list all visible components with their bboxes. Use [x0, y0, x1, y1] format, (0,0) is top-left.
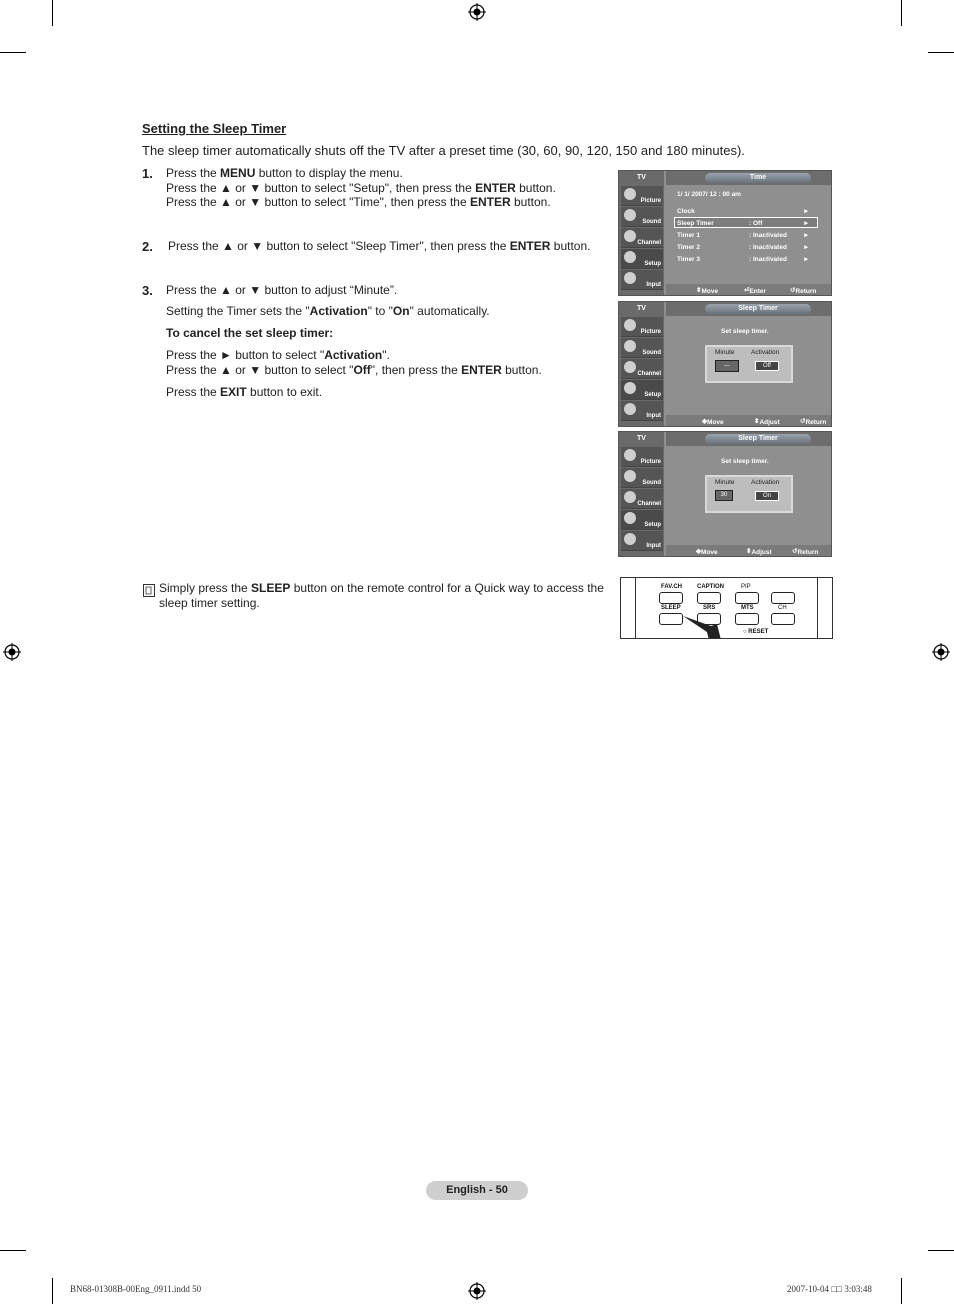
page-number-badge: English - 50	[426, 1181, 528, 1200]
row-value: : Inactivated	[749, 256, 787, 263]
minute-label: Minute	[715, 479, 735, 486]
step-number: 1.	[142, 166, 153, 181]
tv-label: TV	[637, 305, 646, 312]
reset-label: ○ RESET	[743, 629, 769, 635]
registration-mark-icon	[3, 643, 21, 661]
tv-screen-sleep-timer-off	[618, 301, 832, 427]
crop-mark	[928, 52, 954, 53]
return-hint: ↺ Return	[792, 548, 819, 556]
sidebar-item-input: Input	[621, 401, 663, 421]
step1-line2: Press the ▲ or ▼ button to select "Setup", then press the ENTER button.	[166, 181, 556, 195]
crop-mark	[901, 1278, 902, 1304]
picture-icon	[624, 319, 636, 331]
screen-footer	[666, 284, 831, 295]
cancel-heading: To cancel the set sleep timer:	[166, 326, 334, 340]
sidebar-item-sound: Sound	[621, 207, 663, 227]
row-value: : Inactivated	[749, 244, 787, 251]
note-line1: Simply press the SLEEP button on the remote control for a Quick way to access the	[159, 581, 604, 595]
step3-line5: Press the EXIT button to exit.	[166, 385, 323, 399]
sidebar-item-setup: Setup	[621, 510, 663, 530]
arrow-right-icon: ►	[803, 256, 810, 263]
step1-line1: Press the MENU button to display the menu.	[166, 166, 403, 180]
channel-icon	[624, 361, 636, 373]
screen-title: Time	[705, 173, 811, 183]
favch-label: FAV.CH	[661, 584, 683, 590]
screen-footer	[666, 415, 831, 426]
sidebar-item-picture: Picture	[621, 317, 663, 337]
return-hint: ↺ Return	[800, 418, 827, 426]
step3-line1: Press the ▲ or ▼ button to adjust “Minute”.	[166, 283, 398, 297]
sidebar-item-picture: Picture	[621, 447, 663, 467]
sleep-label: SLEEP	[661, 605, 681, 611]
sidebar-item-channel: Channel	[621, 359, 663, 379]
srs-label: SRS	[703, 605, 716, 611]
sound-icon	[624, 209, 636, 221]
step3-line3: Press the ► button to select "Activation".	[166, 348, 390, 362]
arrow-right-icon: ►	[803, 244, 810, 251]
picture-icon	[624, 449, 636, 461]
pip-button	[735, 592, 759, 604]
step-number: 3.	[142, 283, 153, 298]
pointing-hand-icon	[681, 610, 725, 639]
input-icon	[624, 533, 636, 545]
registration-mark-icon	[468, 3, 486, 21]
sound-icon	[624, 470, 636, 482]
screen-title: Sleep Timer	[705, 304, 811, 314]
pip-label: PIP	[741, 584, 751, 590]
adjust-hint: ⬍ Adjust	[754, 418, 780, 426]
crop-mark	[0, 52, 26, 53]
sleep-prompt: Set sleep timer.	[721, 328, 769, 335]
ch-label: CH	[778, 605, 787, 611]
section-heading: Setting the Sleep Timer	[142, 121, 287, 136]
ch-up-button	[771, 592, 795, 604]
note-line2: sleep timer setting.	[159, 596, 260, 610]
activation-label: Activation	[751, 479, 780, 486]
gear-icon	[624, 512, 636, 524]
sidebar-item-channel: Channel	[621, 489, 663, 509]
step3-line2: Setting the Timer sets the "Activation" to "On" automatically.	[166, 304, 490, 318]
channel-icon	[624, 230, 636, 242]
minute-field: 30	[715, 490, 733, 501]
adjust-hint: ⬍ Adjust	[746, 548, 772, 556]
sidebar-item-input: Input	[621, 531, 663, 551]
sidebar-item-sound: Sound	[621, 468, 663, 488]
activation-field: On	[755, 491, 779, 501]
remote-control-illustration	[620, 577, 833, 639]
input-icon	[624, 403, 636, 415]
menu-row-clock: Clock	[677, 208, 695, 215]
minute-field: ---	[715, 360, 739, 372]
input-icon	[624, 272, 636, 284]
activation-field: Off	[755, 361, 779, 371]
sleep-button	[659, 613, 683, 625]
row-value: : Inactivated	[749, 232, 787, 239]
sidebar-item-channel: Channel	[621, 228, 663, 248]
gear-icon	[624, 251, 636, 263]
favch-button	[659, 592, 683, 604]
note-icon	[143, 584, 155, 597]
tv-screen-sleep-timer-on	[618, 431, 832, 557]
sidebar-item-sound: Sound	[621, 338, 663, 358]
menu-row-sleep-timer: Sleep Timer	[677, 220, 714, 227]
step-number: 2.	[142, 239, 153, 254]
menu-row-timer1: Timer 1	[677, 232, 701, 239]
crop-mark	[52, 0, 53, 26]
arrow-right-icon: ►	[803, 208, 810, 215]
screen-footer	[666, 545, 831, 556]
sidebar-item-setup: Setup	[621, 249, 663, 269]
sleep-timer-panel	[705, 475, 793, 513]
mts-label: MTS	[741, 605, 754, 611]
footer-file-info: BN68-01308B-00Eng_0911.indd 50	[70, 1284, 202, 1294]
tv-label: TV	[637, 435, 646, 442]
move-hint: ⬍ Move	[696, 287, 719, 295]
tv-screen-time	[618, 170, 832, 296]
row-value: : Off	[749, 220, 763, 227]
registration-mark-icon	[468, 1282, 486, 1300]
move-hint: ◆ Move	[696, 548, 718, 556]
menu-row-timer2: Timer 2	[677, 244, 701, 251]
caption-button	[697, 592, 721, 604]
ch-down-button	[771, 613, 795, 625]
crop-mark	[0, 1250, 26, 1251]
channel-icon	[624, 491, 636, 503]
screen-title: Sleep Timer	[705, 434, 811, 444]
enter-hint: ⏎ Enter	[744, 287, 767, 295]
sidebar-item-setup: Setup	[621, 380, 663, 400]
activation-label: Activation	[751, 349, 780, 356]
intro-text: The sleep timer automatically shuts off the TV after a preset time (30, 60, 90, 120, 150 and 180 minutes).	[142, 143, 745, 158]
return-hint: ↺ Return	[790, 287, 817, 295]
crop-mark	[901, 0, 902, 26]
crop-mark	[52, 1278, 53, 1304]
clock-readout: 1/ 1/ 2007/ 12 : 00 am	[677, 191, 741, 198]
sidebar-item-picture: Picture	[621, 186, 663, 206]
sidebar-item-input: Input	[621, 270, 663, 290]
step3-line4: Press the ▲ or ▼ button to select "Off", then press the ENTER button.	[166, 363, 542, 377]
registration-mark-icon	[932, 643, 950, 661]
mts-button	[735, 613, 759, 625]
footer-timestamp: 2007-10-04 □□ 3:03:48	[787, 1284, 872, 1294]
gear-icon	[624, 382, 636, 394]
sleep-timer-panel	[705, 345, 793, 383]
sound-icon	[624, 340, 636, 352]
sleep-prompt: Set sleep timer.	[721, 458, 769, 465]
tv-label: TV	[637, 174, 646, 181]
caption-label: CAPTION	[697, 584, 724, 590]
move-hint: ◆ Move	[702, 418, 724, 426]
arrow-right-icon: ►	[803, 220, 810, 227]
step2-line: Press the ▲ or ▼ button to select "Sleep Timer", then press the ENTER button.	[168, 239, 591, 253]
step1-line3: Press the ▲ or ▼ button to select "Time", then press the ENTER button.	[166, 195, 551, 209]
picture-icon	[624, 188, 636, 200]
menu-row-timer3: Timer 3	[677, 256, 701, 263]
arrow-right-icon: ►	[803, 232, 810, 239]
crop-mark	[928, 1250, 954, 1251]
minute-label: Minute	[715, 349, 735, 356]
